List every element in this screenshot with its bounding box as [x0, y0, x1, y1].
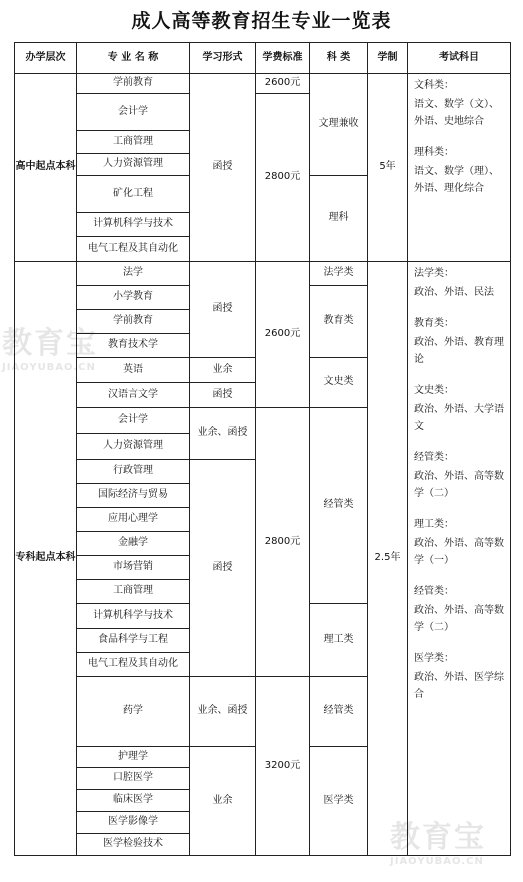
exam-body: 政治、外语、教育理论 [414, 337, 504, 365]
exam-cell [408, 262, 511, 856]
major-cell: 工商管理 [77, 131, 190, 154]
major-cell: 电气工程及其自动化 [77, 653, 190, 677]
major-cell: 学前教育 [77, 310, 190, 334]
fee-cell: 2600元 [256, 262, 310, 408]
category-cell: 理工类 [310, 604, 368, 677]
exam-title: 教育类： [414, 318, 454, 329]
major-cell: 小学教育 [77, 286, 190, 310]
major-cell: 金融学 [77, 532, 190, 556]
exam-title: 理科类： [414, 147, 454, 158]
exam-title: 医学类： [414, 653, 454, 664]
fee-cell: 2800元 [256, 94, 310, 262]
header-level: 办学层次 [15, 43, 77, 74]
category-cell: 文史类 [310, 358, 368, 408]
category-cell: 理科 [310, 176, 368, 262]
major-cell: 应用心理学 [77, 508, 190, 532]
major-cell: 人力资源管理 [77, 434, 190, 460]
watermark-logo: 教育宝 JIAOYUBAO.CN [2, 326, 98, 373]
level-cell: 高中起点本科 [15, 74, 77, 262]
exam-body: 政治、外语、高等数学（二） [414, 605, 504, 633]
exam-body: 政治、外语、医学综合 [414, 672, 504, 700]
major-cell: 工商管理 [77, 580, 190, 604]
major-cell: 会计学 [77, 408, 190, 434]
category-cell: 法学类 [310, 262, 368, 286]
header-duration: 学制 [368, 43, 408, 74]
category-cell: 经管类 [310, 677, 368, 747]
major-cell: 临床医学 [77, 790, 190, 812]
major-cell: 人力资源管理 [77, 154, 190, 176]
major-cell: 药学 [77, 677, 190, 747]
major-cell: 国际经济与贸易 [77, 484, 190, 508]
major-cell: 医学检验技术 [77, 834, 190, 856]
exam-title: 经管类： [414, 586, 454, 597]
major-cell: 英语 [77, 358, 190, 383]
table-row [15, 262, 511, 286]
fee-cell: 3200元 [256, 677, 310, 856]
major-cell: 计算机科学与技术 [77, 213, 190, 237]
major-cell: 教育技术学 [77, 334, 190, 358]
exam-body: 语文、数学（文）、外语、史地综合 [414, 99, 499, 127]
mode-cell: 业余 [190, 358, 256, 383]
table-row [15, 74, 511, 94]
mode-cell: 业余、函授 [190, 408, 256, 460]
category-cell: 文理兼收 [310, 74, 368, 176]
header-mode: 学习形式 [190, 43, 256, 74]
exam-body: 语文、数学（理）、外语、理化综合 [414, 166, 499, 194]
major-cell: 汉语言文学 [77, 383, 190, 408]
major-cell: 市场营销 [77, 556, 190, 580]
exam-body: 政治、外语、高等数学（二） [414, 471, 504, 499]
header-category: 科 类 [310, 43, 368, 74]
mode-cell: 函授 [190, 262, 256, 358]
duration-cell: 5年 [368, 74, 408, 262]
category-cell: 教育类 [310, 286, 368, 358]
major-cell: 法学 [77, 262, 190, 286]
mode-cell: 业余、函授 [190, 677, 256, 747]
exam-body: 政治、外语、民法 [414, 287, 494, 298]
major-cell: 电气工程及其自动化 [77, 237, 190, 262]
major-cell: 口腔医学 [77, 768, 190, 790]
major-cell: 学前教育 [77, 74, 190, 94]
mode-cell: 业余 [190, 747, 256, 856]
exam-title: 文史类： [414, 385, 454, 396]
exam-title: 理工类： [414, 519, 454, 530]
exam-body: 政治、外语、大学语文 [414, 404, 504, 432]
fee-cell: 2800元 [256, 408, 310, 677]
mode-cell: 函授 [190, 383, 256, 408]
watermark-logo: 教育宝 JIAOYUBAO.CN [390, 820, 486, 867]
page-title: 成人高等教育招生专业一览表 [131, 10, 392, 32]
majors-table [14, 42, 511, 856]
major-cell: 护理学 [77, 747, 190, 768]
category-cell: 经管类 [310, 408, 368, 604]
major-cell: 行政管理 [77, 460, 190, 484]
category-cell: 医学类 [310, 747, 368, 856]
major-cell: 会计学 [77, 94, 190, 131]
major-cell: 医学影像学 [77, 812, 190, 834]
header-exam: 考试科目 [408, 43, 511, 74]
mode-cell: 函授 [190, 460, 256, 677]
exam-cell [408, 74, 511, 262]
header-row [15, 43, 511, 74]
header-major: 专 业 名 称 [77, 43, 190, 74]
major-cell: 计算机科学与技术 [77, 604, 190, 629]
major-cell: 矿化工程 [77, 176, 190, 213]
exam-title: 经管类： [414, 452, 454, 463]
exam-title: 文科类： [414, 80, 454, 91]
level-cell: 专科起点本科 [15, 262, 77, 856]
mode-cell: 函授 [190, 74, 256, 262]
exam-title: 法学类： [414, 268, 454, 279]
duration-cell: 2.5年 [368, 262, 408, 856]
header-fee: 学费标准 [256, 43, 310, 74]
fee-cell: 2600元 [256, 74, 310, 94]
exam-body: 政治、外语、高等数学（一） [414, 538, 504, 566]
major-cell: 食品科学与工程 [77, 629, 190, 653]
